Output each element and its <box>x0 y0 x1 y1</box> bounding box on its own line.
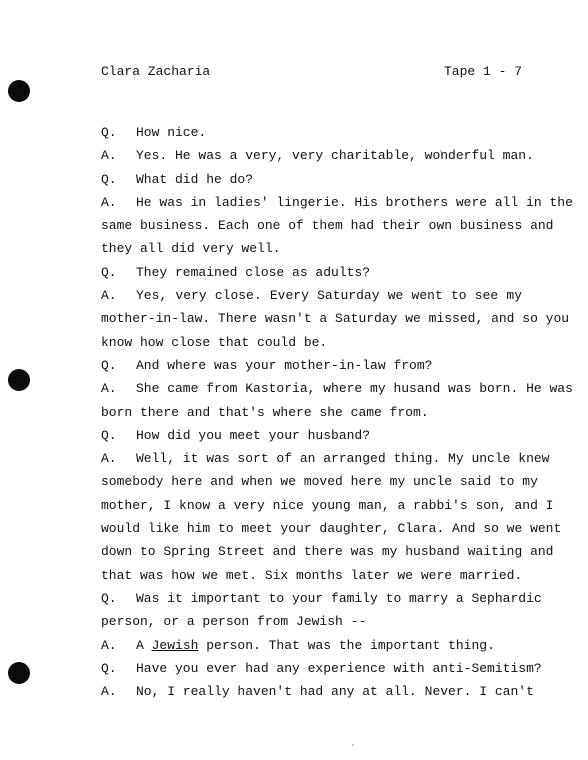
answer-continuation <box>101 214 554 237</box>
scan-speck <box>352 744 354 746</box>
transcript-body <box>101 121 573 703</box>
answer-line <box>101 144 534 167</box>
answer-text: same business. Each one of them had their own business and <box>101 218 554 234</box>
question-line <box>101 354 522 377</box>
question-continuation <box>101 610 522 633</box>
answer-label: A. <box>101 381 117 397</box>
page-header <box>101 64 522 84</box>
answer-text <box>136 634 522 657</box>
punch-hole-middle <box>8 369 30 391</box>
answer-continuation <box>101 331 522 354</box>
answer-label: A. <box>101 451 117 467</box>
answer-continuation <box>101 237 522 260</box>
answer-label: A. <box>101 637 117 653</box>
answer-text: No, I really haven't had any at all. Never. I can't <box>136 684 534 700</box>
answer-line <box>101 447 550 470</box>
answer-continuation <box>101 517 562 540</box>
question-label: Q. <box>101 427 117 443</box>
answer-text: they all did very well. <box>101 241 281 257</box>
question-text: How nice. <box>136 125 207 140</box>
question-line <box>101 657 542 680</box>
question-label: Q. <box>101 660 117 676</box>
question-text: Have you ever had any experience with anti-Semitism? <box>136 660 542 676</box>
answer-text: that was how we met. Six months later we were married. <box>101 567 523 583</box>
answer-text: would like him to meet your daughter, Clara. And so we went <box>101 521 562 537</box>
answer-text: mother, I know a very nice young man, a rabbi's son, and I <box>101 497 554 513</box>
question-label: Q. <box>101 264 117 280</box>
answer-continuation <box>101 540 554 563</box>
answer-continuation <box>101 470 538 493</box>
answer-label: A. <box>101 684 117 700</box>
answer-label: A. <box>101 194 117 210</box>
answer-line <box>101 634 522 657</box>
answer-label: A. <box>101 148 117 164</box>
question-label: Q. <box>101 590 117 606</box>
answer-continuation <box>101 494 554 517</box>
answer-continuation <box>101 307 570 330</box>
question-text: And where was your mother-in-law from? <box>136 357 433 373</box>
answer-text: Yes. He was a very, very charitable, wonderful man. <box>136 148 534 164</box>
question-line <box>101 424 522 447</box>
question-label: Q. <box>101 125 117 140</box>
answer-text: somebody here and when we moved here my uncle said to my <box>101 474 538 490</box>
answer-text: mother-in-law. There wasn't a Saturday we missed, and so you <box>101 311 570 327</box>
tape-page-number: Tape 1 - 7 <box>443 64 522 79</box>
answer-continuation <box>101 564 522 587</box>
punch-hole-top <box>8 80 30 102</box>
question-text: They remained close as adults? <box>136 264 371 280</box>
answer-label: A. <box>101 288 117 304</box>
answer-text-end: person. That was the important thing. <box>198 637 495 653</box>
question-label: Q. <box>101 171 117 187</box>
question-text: How did you meet your husband? <box>136 427 371 443</box>
question-line <box>101 121 522 144</box>
answer-text: down to Spring Street and there was my husband waiting and <box>101 544 554 560</box>
answer-text: born there and that's where she came from. <box>101 404 429 420</box>
answer-line <box>101 284 522 307</box>
question-label: Q. <box>101 357 117 373</box>
underlined-word: Jewish <box>151 637 199 653</box>
question-text: Was it important to your family to marry a Sephardic <box>136 590 542 606</box>
question-text: What did he do? <box>136 171 254 187</box>
answer-line <box>101 377 573 400</box>
answer-line <box>101 680 534 703</box>
question-line <box>101 168 522 191</box>
punch-hole-bottom <box>8 662 30 684</box>
question-line <box>101 587 542 610</box>
question-line <box>101 261 522 284</box>
answer-text: know how close that could be. <box>101 334 328 350</box>
answer-text: Yes, very close. Every Saturday we went to see my <box>136 288 522 304</box>
answer-text: He was in ladies' lingerie. His brothers were all in the <box>136 194 573 210</box>
answer-text: She came from Kastoria, where my husand was born. He was <box>136 381 573 397</box>
answer-line <box>101 191 573 214</box>
question-text: person, or a person from Jewish -- <box>101 614 367 630</box>
answer-text-start: A <box>136 637 152 653</box>
interviewee-name: Clara Zacharia <box>101 64 211 79</box>
answer-text: Well, it was sort of an arranged thing. My uncle knew <box>136 451 550 467</box>
answer-continuation <box>101 401 522 424</box>
